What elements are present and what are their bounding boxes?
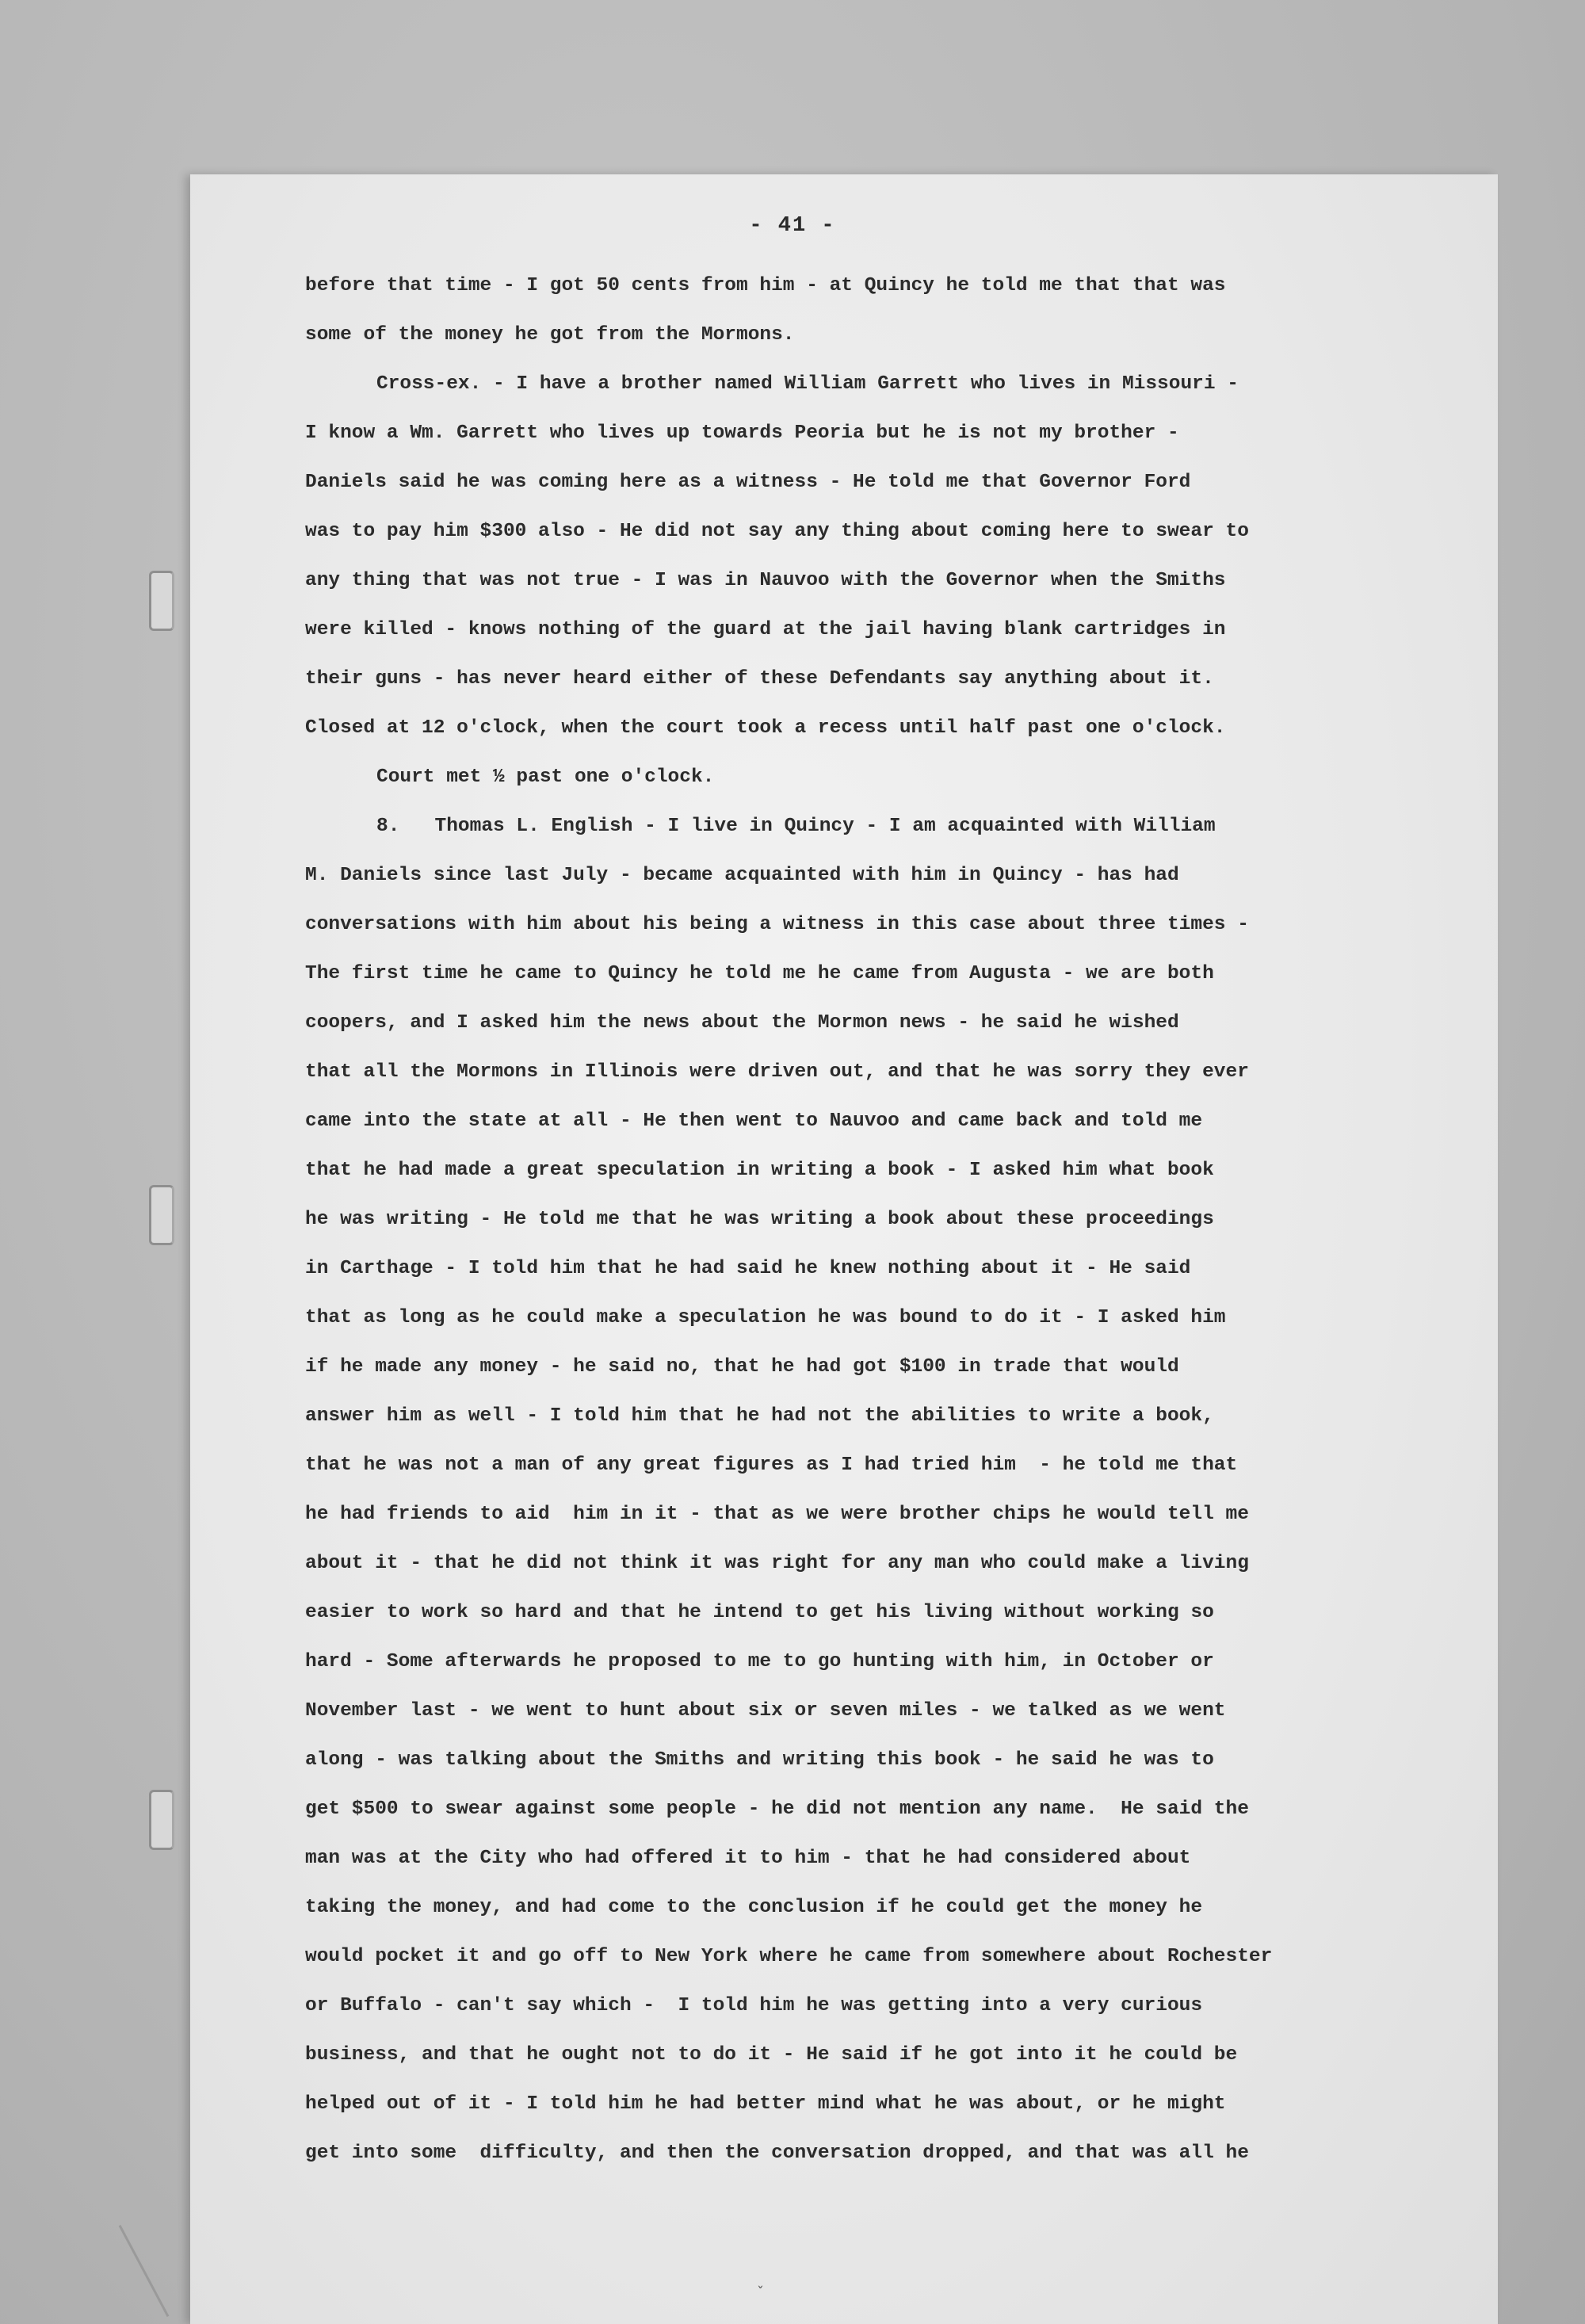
text-line: was to pay him $300 also - He did not say any thing about coming here to swear to — [305, 521, 1249, 542]
scan-mark: ˇ — [757, 2284, 764, 2301]
text-line: came into the state at all - He then went to Nauvoo and came back and told me — [305, 1110, 1203, 1132]
text-line: Daniels said he was coming here as a witness - He told me that Governor Ford — [305, 472, 1191, 493]
text-line: their guns - has never heard either of these Defendants say anything about it. — [305, 668, 1214, 690]
text-line: I know a Wm. Garrett who lives up towards Peoria but he is not my brother - — [305, 422, 1179, 444]
text-line: any thing that was not true - I was in Nauvoo with the Governor when the Smiths — [305, 570, 1226, 591]
text-line: some of the money he got from the Mormons. — [305, 324, 795, 346]
text-line: M. Daniels since last July - became acquainted with him in Quincy - has had — [305, 865, 1179, 886]
text-line: that he had made a great speculation in writing a book - I asked him what book — [305, 1160, 1214, 1181]
text-line: coopers, and I asked him the news about the Mormon news - he said he wished — [305, 1012, 1179, 1034]
text-line: get $500 to swear against some people - he did not mention any name. He said the — [305, 1798, 1249, 1820]
text-line: about it - that he did not think it was right for any man who could make a living — [305, 1553, 1249, 1574]
document-body — [305, 262, 1272, 2178]
text-line: Court met ½ past one o'clock. — [376, 766, 715, 788]
text-line: conversations with him about his being a witness in this case about three times - — [305, 914, 1249, 935]
text-line: would pocket it and go off to New York where he came from somewhere about Rochester — [305, 1946, 1273, 1967]
text-line: taking the money, and had come to the conclusion if he could get the money he — [305, 1897, 1203, 1918]
text-line: that all the Mormons in Illinois were driven out, and that he was sorry they ever — [305, 1061, 1249, 1083]
text-line: answer him as well - I told him that he had not the abilities to write a book, — [305, 1405, 1214, 1427]
text-line: Cross-ex. - I have a brother named William Garrett who lives in Missouri - — [376, 373, 1239, 395]
text-line: if he made any money - he said no, that he had got $100 in trade that would — [305, 1356, 1179, 1378]
text-line: that as long as he could make a speculation he was bound to do it - I asked him — [305, 1307, 1226, 1328]
text-line: man was at the City who had offered it to him - that he had considered about — [305, 1848, 1191, 1869]
text-line: helped out of it - I told him he had better mind what he was about, or he might — [305, 2093, 1226, 2115]
paper-crease — [119, 2225, 170, 2317]
text-line: before that time - I got 50 cents from him - at Quincy he told me that that was — [305, 275, 1226, 296]
text-line: November last - we went to hunt about six or seven miles - we talked as we went — [305, 1700, 1226, 1722]
text-line: in Carthage - I told him that he had said he knew nothing about it - He said — [305, 1258, 1191, 1279]
text-line: he had friends to aid him in it - that as we were brother chips he would tell me — [305, 1504, 1249, 1525]
text-line: 8. Thomas L. English - I live in Quincy - I am acquainted with William — [376, 816, 1216, 837]
text-line: The first time he came to Quincy he told me he came from Augusta - we are both — [305, 963, 1214, 984]
text-line: or Buffalo - can't say which - I told him he was getting into a very curious — [305, 1995, 1203, 2016]
text-line: business, and that he ought not to do it - He said if he got into it he could be — [305, 2044, 1238, 2066]
text-line: easier to work so hard and that he intend to get his living without working so — [305, 1602, 1214, 1623]
text-line: hard - Some afterwards he proposed to me to go hunting with him, in October or — [305, 1651, 1214, 1672]
text-line: he was writing - He told me that he was writing a book about these proceedings — [305, 1209, 1214, 1230]
binder-hole-top — [149, 571, 174, 631]
text-line: get into some difficulty, and then the conversation dropped, and that was all he — [305, 2142, 1249, 2164]
text-line: that he was not a man of any great figures as I had tried him - he told me that — [305, 1454, 1238, 1476]
binder-hole-bottom — [149, 1790, 174, 1850]
text-line: Closed at 12 o'clock, when the court took a recess until half past one o'clock. — [305, 717, 1226, 739]
text-line: along - was talking about the Smiths and writing this book - he said he was to — [305, 1749, 1214, 1771]
text-line: were killed - knows nothing of the guard at the jail having blank cartridges in — [305, 619, 1226, 640]
page-number: - 41 - — [749, 214, 836, 238]
binder-hole-middle — [149, 1185, 174, 1245]
